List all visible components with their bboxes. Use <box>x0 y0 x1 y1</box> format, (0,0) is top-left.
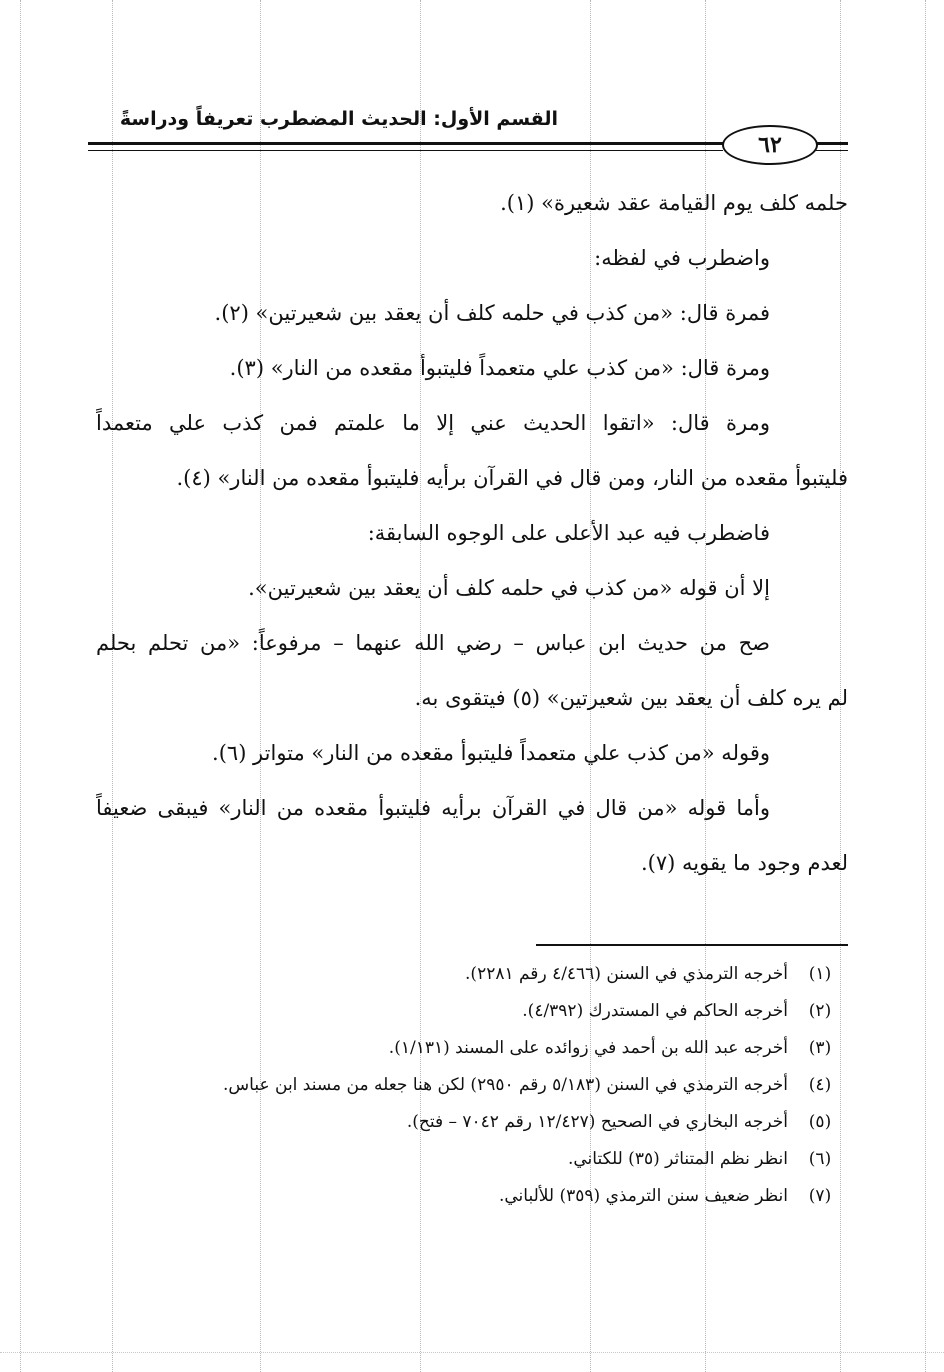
footnote-separator <box>536 944 848 946</box>
header-rule-tail <box>814 142 848 145</box>
footnote-text: أخرجه عبد الله بن أحمد في زوائده على المسند (١/١٣١). <box>388 1038 788 1058</box>
text-line: حلمه كلف يوم القيامة عقد شعيرة» (١). <box>500 191 848 215</box>
footnote-number: (١) <box>808 964 832 984</box>
header-rule-thick <box>88 142 723 145</box>
footnote-text: انظر نظم المتناثر (٣٥) للكتاني. <box>567 1149 788 1169</box>
footnote <box>96 1034 852 1063</box>
text-line: فليتبوأ مقعده من النار، ومن قال في القرآن برأيه فليتبوأ مقعده من النار» (٤). <box>176 466 848 490</box>
footnote-number: (٢) <box>808 1001 832 1021</box>
footnote-text: أخرجه الحاكم في المستدرك (٤/٣٩٢). <box>522 1001 788 1021</box>
page-header <box>88 100 848 170</box>
header-rule-thin <box>88 150 723 151</box>
footnote-number: (٥) <box>808 1112 832 1132</box>
text-line: وقوله «من كذب علي متعمداً فليتبوأ مقعده من النار» متواتر (٦). <box>212 741 770 765</box>
text-line: إلا أن قوله «من كذب في حلمه كلف أن يعقد بين شعيرتين». <box>248 576 770 600</box>
footnote-text: أخرجه البخاري في الصحيح (١٢/٤٢٧ رقم ٧٠٤٢ – فتح). <box>406 1112 788 1132</box>
header-rule-tail <box>814 150 848 151</box>
footnote-text: أخرجه الترمذي في السنن (٥/١٨٣ رقم ٢٩٥٠) لكن هنا جعله من مسند ابن عباس. <box>222 1075 788 1095</box>
footnotes <box>96 960 852 1219</box>
footnote-number: (٦) <box>808 1149 832 1169</box>
footnote-text: انظر ضعيف سنن الترمذي (٣٥٩) للألباني. <box>498 1186 788 1206</box>
text-line: ومرة قال: «اتقوا الحديث عني إلا ما علمتم فمن كذب علي متعمداً <box>96 411 770 435</box>
text-line: لعدم وجود ما يقويه (٧). <box>641 851 848 875</box>
scan-guide-line <box>0 1352 944 1353</box>
footnote <box>96 960 852 989</box>
text-line: ومرة قال: «من كذب علي متعمداً فليتبوأ مقعده من النار» (٣). <box>229 356 770 380</box>
footnote <box>96 1071 852 1100</box>
footnote <box>96 1108 852 1137</box>
page-number: ٦٢ <box>722 125 818 165</box>
scan-guide-line <box>925 0 926 1372</box>
footnote-number: (٤) <box>808 1075 832 1095</box>
main-text <box>96 176 848 891</box>
text-line: فاضطرب فيه عبد الأعلى على الوجوه السابقة: <box>367 521 770 545</box>
footnote <box>96 1182 852 1211</box>
text-line: لم يره كلف أن يعقد بين شعيرتين» (٥) فيتقوى به. <box>414 686 848 710</box>
footnote-number: (٧) <box>808 1186 832 1206</box>
footnote <box>96 997 852 1026</box>
text-line: فمرة قال: «من كذب في حلمه كلف أن يعقد بين شعيرتين» (٢). <box>214 301 770 325</box>
text-line: وأما قوله «من قال في القرآن برأيه فليتبوأ مقعده من النار» فيبقى ضعيفاً <box>96 796 770 820</box>
running-title: القسم الأول: الحديث المضطرب تعريفاً ودراسةً <box>119 108 558 130</box>
footnote-text: أخرجه الترمذي في السنن (٤/٤٦٦ رقم ٢٢٨١). <box>465 964 788 984</box>
text-line: صح من حديث ابن عباس – رضي الله عنهما – مرفوعاً: «من تحلم بحلم <box>96 631 770 655</box>
text-line: واضطرب في لفظه: <box>594 246 770 270</box>
footnote <box>96 1145 852 1174</box>
scan-guide-line <box>20 0 21 1372</box>
footnote-number: (٣) <box>808 1038 832 1058</box>
